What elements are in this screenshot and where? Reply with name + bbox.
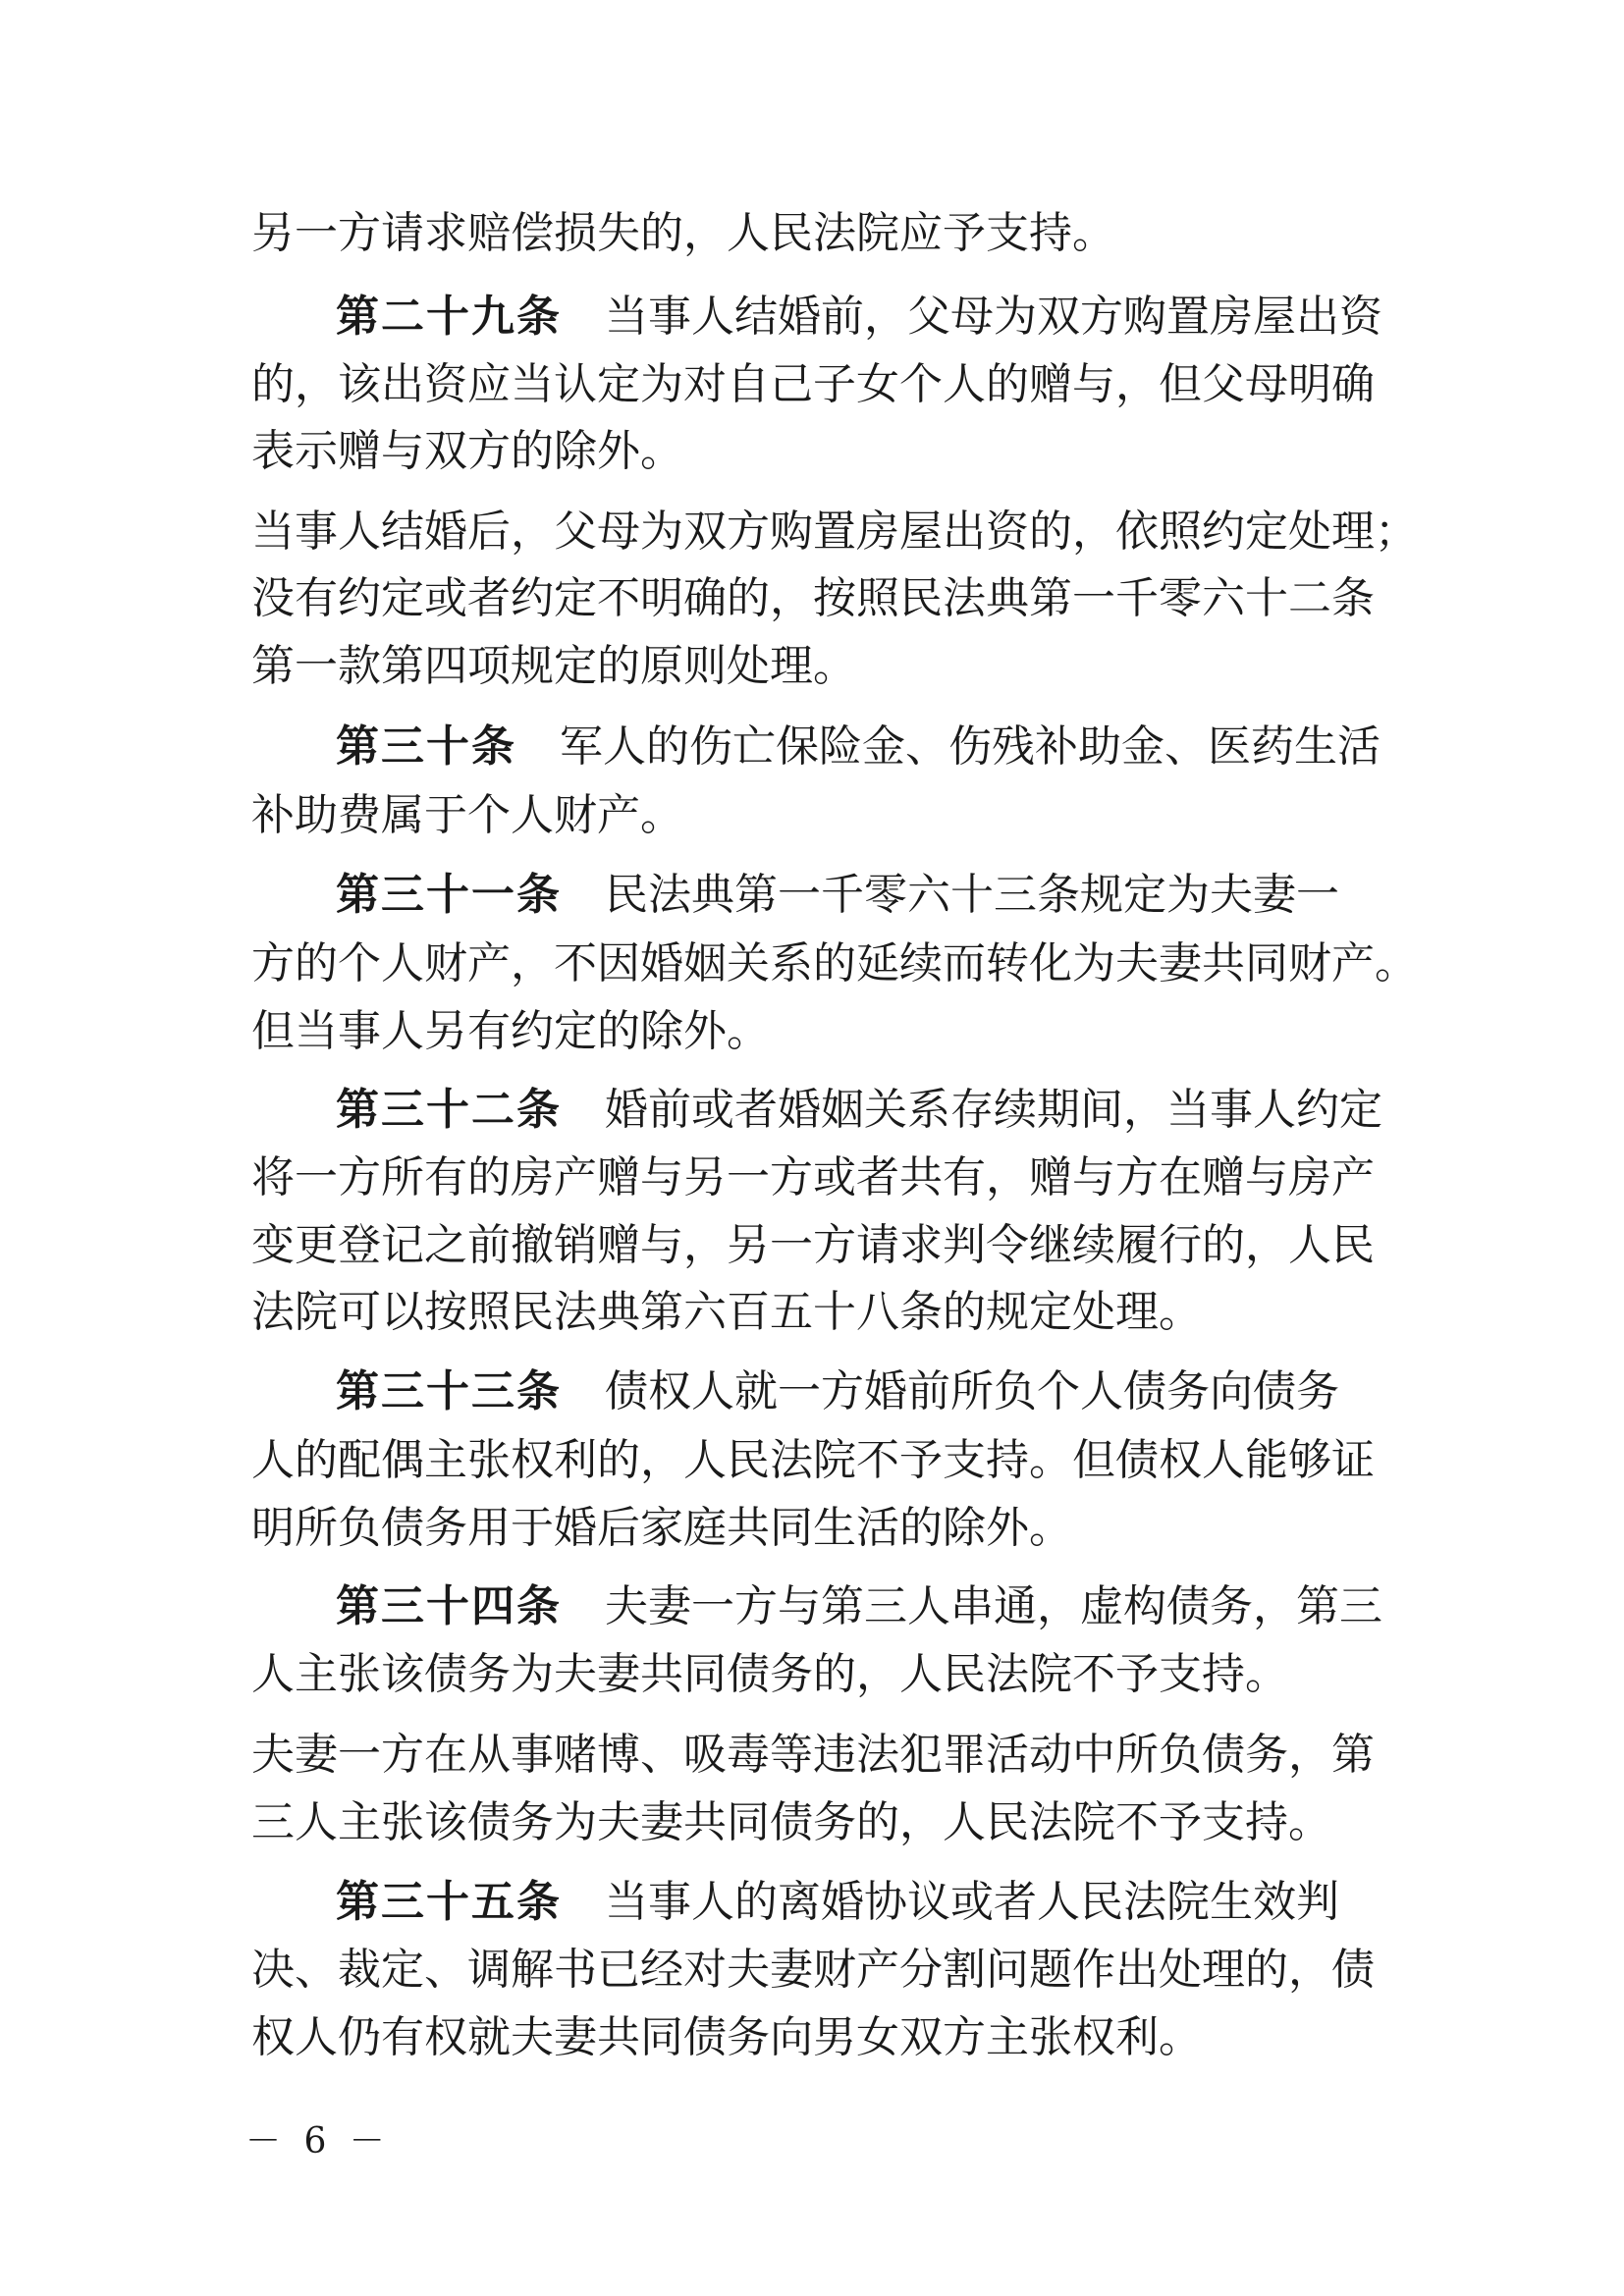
line-text: 表示赠与双方的除外。 bbox=[251, 426, 683, 476]
line-text: 将一方所有的房产赠与另一方或者共有，赠与方在赠与房产 bbox=[251, 1152, 1375, 1202]
line-text: 人主张该债务为夫妻共同债务的，人民法院不予支持。 bbox=[251, 1649, 1288, 1699]
text-line bbox=[251, 1943, 1375, 1998]
line-text: 补助费属于个人财产。 bbox=[251, 790, 683, 840]
article-line bbox=[336, 1875, 1339, 1930]
article-line bbox=[336, 1579, 1382, 1634]
article-line bbox=[336, 868, 1339, 923]
text-line bbox=[251, 2010, 1202, 2065]
page-number: － 6 － bbox=[245, 2121, 391, 2162]
article-number: 第三十四条 bbox=[336, 1581, 562, 1631]
article-number: 第三十三条 bbox=[336, 1366, 562, 1416]
line-text: 当事人结婚前，父母为双方购置房屋出资 bbox=[605, 292, 1382, 342]
line-text: 夫妻一方与第三人串通，虚构债务，第三 bbox=[605, 1581, 1382, 1631]
article-line bbox=[336, 1364, 1339, 1419]
article-line bbox=[336, 1083, 1382, 1138]
article-number: 第三十五条 bbox=[336, 1877, 562, 1927]
text-line bbox=[251, 1285, 1202, 1340]
line-text: 法院可以按照民法典第六百五十八条的规定处理。 bbox=[251, 1287, 1202, 1337]
line-text: 民法典第一千零六十三条规定为夫妻一 bbox=[605, 870, 1339, 920]
text-line bbox=[251, 1004, 770, 1059]
text-line bbox=[251, 1728, 1375, 1783]
line-text: 当事人结婚后，父母为双方购置房屋出资的，依照约定处理； bbox=[251, 507, 1418, 557]
text-line bbox=[251, 357, 1375, 412]
text-line bbox=[251, 639, 856, 694]
line-text: 明所负债务用于婚后家庭共同生活的除外。 bbox=[251, 1503, 1072, 1553]
line-text: 但当事人另有约定的除外。 bbox=[251, 1006, 770, 1056]
text-line bbox=[251, 1501, 1072, 1556]
text-line bbox=[251, 936, 1418, 991]
article-number: 第三十一条 bbox=[336, 870, 562, 920]
text-line bbox=[251, 505, 1418, 560]
text-line bbox=[251, 1795, 1331, 1850]
line-text: 的，该出资应当认定为对自己子女个人的赠与，但父母明确 bbox=[251, 359, 1375, 409]
line-text: 人的配偶主张权利的，人民法院不予支持。但债权人能够证 bbox=[251, 1435, 1375, 1485]
line-text: 债权人就一方婚前所负个人债务向债务 bbox=[605, 1366, 1339, 1416]
text-line bbox=[251, 206, 1115, 261]
text-line bbox=[251, 788, 683, 843]
line-text: 方的个人财产，不因婚姻关系的延续而转化为夫妻共同财产。 bbox=[251, 938, 1418, 988]
text-line bbox=[251, 1433, 1375, 1488]
text-line bbox=[251, 424, 683, 479]
article-number: 第三十二条 bbox=[336, 1085, 562, 1135]
article-number: 第二十九条 bbox=[336, 292, 562, 342]
line-text: 决、裁定、调解书已经对夫妻财产分割问题作出处理的，债 bbox=[251, 1945, 1375, 1995]
line-text: 变更登记之前撤销赠与，另一方请求判令继续履行的，人民 bbox=[251, 1220, 1375, 1270]
line-text: 婚前或者婚姻关系存续期间，当事人约定 bbox=[605, 1085, 1382, 1135]
line-text: 另一方请求赔偿损失的，人民法院应予支持。 bbox=[251, 208, 1115, 258]
line-text: 没有约定或者约定不明确的，按照民法典第一千零六十二条 bbox=[251, 573, 1375, 623]
line-text: 权人仍有权就夫妻共同债务向男女双方主张权利。 bbox=[251, 2012, 1202, 2062]
text-line bbox=[251, 1218, 1375, 1273]
text-line bbox=[251, 1647, 1288, 1702]
line-text: 当事人的离婚协议或者人民法院生效判 bbox=[605, 1877, 1339, 1927]
article-line bbox=[336, 720, 1380, 774]
line-text: 夫妻一方在从事赌博、吸毒等违法犯罪活动中所负债务，第 bbox=[251, 1730, 1375, 1780]
article-number: 第三十条 bbox=[336, 721, 516, 772]
line-text: 军人的伤亡保险金、伤残补助金、医药生活 bbox=[560, 721, 1380, 772]
text-line bbox=[251, 571, 1375, 626]
line-text: 三人主张该债务为夫妻共同债务的，人民法院不予支持。 bbox=[251, 1797, 1331, 1847]
article-line bbox=[336, 290, 1382, 345]
text-line bbox=[251, 1150, 1375, 1205]
line-text: 第一款第四项规定的原则处理。 bbox=[251, 641, 856, 691]
